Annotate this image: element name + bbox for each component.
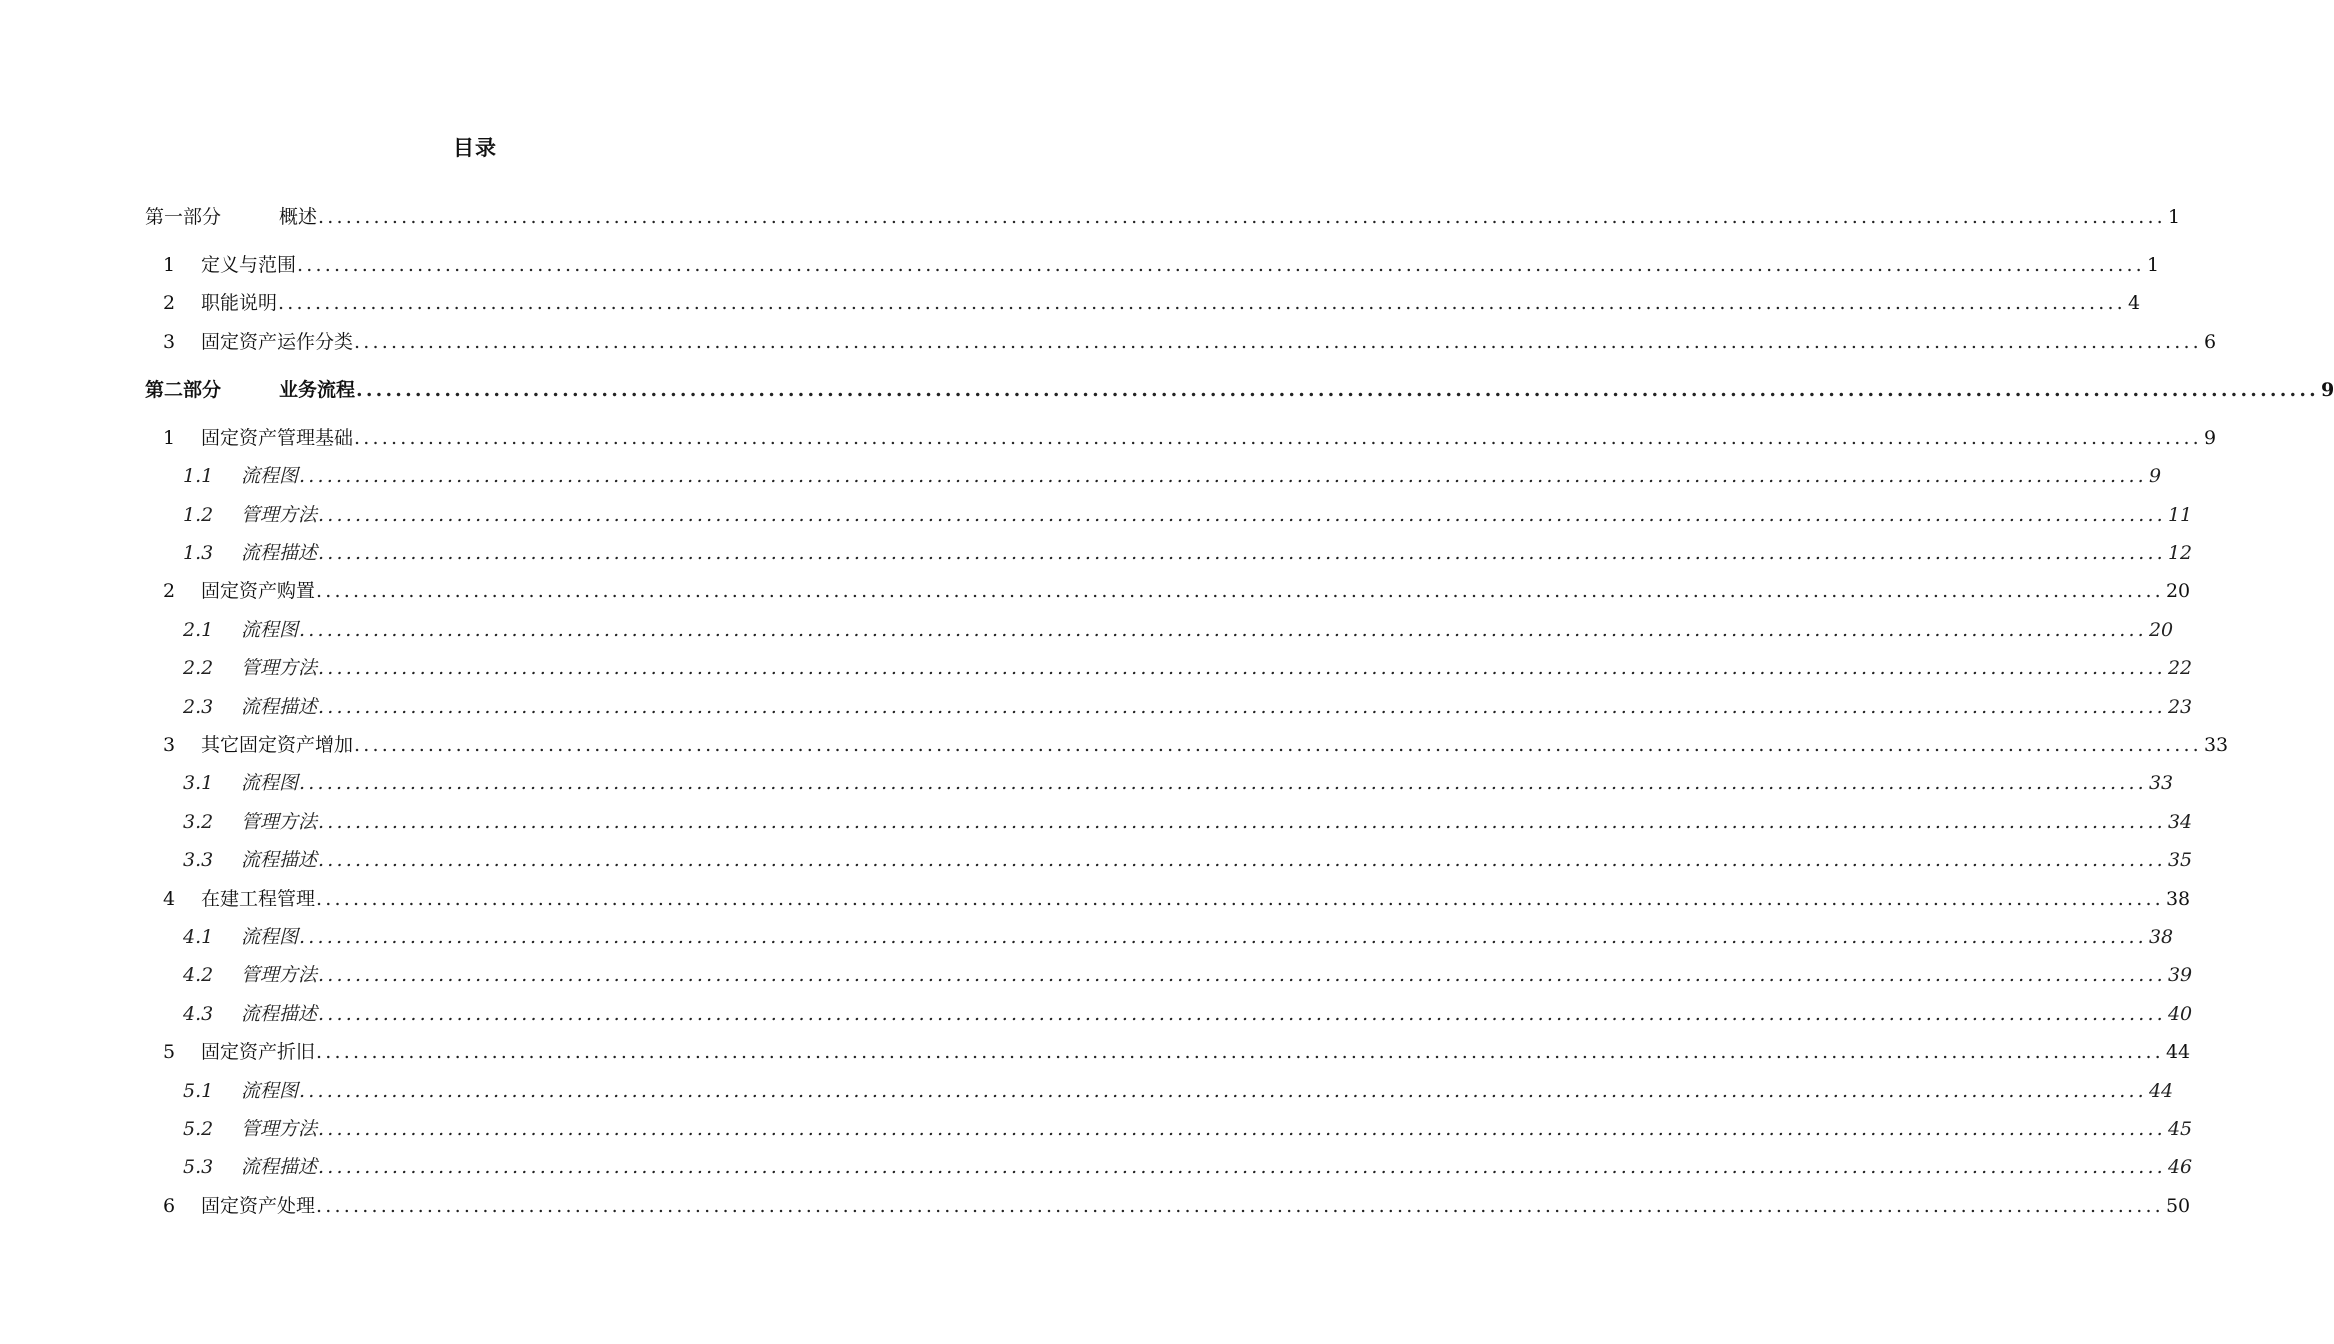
toc-entry-number: 4.1 (183, 926, 214, 948)
toc-subsection-entry[interactable] (183, 769, 2174, 797)
toc-dot-leader: ........................................................................................................................................................................................................ (356, 378, 2319, 401)
toc-dot-leader: ........................................................................................................................................................................................................ (316, 1041, 2164, 1064)
toc-subsection-entry[interactable] (183, 654, 2193, 682)
toc-entry-title: 概述 (279, 206, 318, 228)
toc-entry-title: 流程描述 (241, 1156, 318, 1179)
toc-entry-number: 5 (163, 1041, 176, 1064)
toc-entry-title: 固定资产管理基础 (201, 426, 354, 449)
toc-entry-number: 第二部分 (145, 378, 222, 401)
toc-dot-leader: ........................................................................................................................................................................................................ (299, 1079, 2147, 1102)
toc-entry-title: 流程描述 (241, 1002, 318, 1025)
toc-page-number: 20 (2148, 618, 2174, 641)
toc-entry-number: 2 (163, 292, 176, 315)
toc-dot-leader: ........................................................................................................................................................................................................ (316, 1194, 2164, 1217)
toc-section-entry[interactable] (163, 577, 2191, 605)
toc-entry-title: 管理方法 (241, 964, 318, 987)
toc-page-number: 1 (2146, 254, 2160, 276)
toc-section-entry[interactable] (163, 251, 2160, 279)
toc-entry-number: 1 (163, 426, 176, 449)
toc-entry-number: 2 (163, 580, 176, 603)
toc-page-number: 34 (2167, 810, 2193, 833)
toc-entry-title: 固定资产处理 (201, 1194, 316, 1217)
toc-subsection-entry[interactable] (183, 961, 2193, 989)
toc-entry-title: 流程图 (241, 926, 299, 948)
toc-entry-number: 4 (163, 887, 176, 910)
toc-entry-number: 3.3 (183, 849, 214, 872)
toc-section-entry[interactable] (163, 328, 2217, 356)
toc-page-number: 20 (2165, 580, 2191, 603)
toc-entry-number: 3.1 (183, 772, 214, 795)
toc-subsection-entry[interactable] (183, 923, 2174, 951)
toc-section-entry[interactable] (163, 1038, 2191, 1066)
toc-entry-title: 固定资产折旧 (201, 1041, 316, 1064)
toc-entry-number: 3.2 (183, 810, 214, 833)
toc-page-number: 4 (2127, 292, 2141, 315)
toc-page-number: 38 (2148, 926, 2174, 948)
toc-dot-leader: ........................................................................................................................................................................................................ (316, 580, 2164, 603)
toc-page-number: 12 (2167, 542, 2193, 564)
toc-dot-leader: ........................................................................................................................................................................................................ (299, 618, 2147, 641)
toc-page-number: 9 (2320, 378, 2334, 401)
toc-dot-leader: ........................................................................................................................................................................................................ (318, 503, 2166, 526)
toc-dot-leader: ........................................................................................................................................................................................................ (297, 254, 2145, 276)
toc-dot-leader: ........................................................................................................................................................................................................ (318, 657, 2166, 680)
toc-entry-number: 5.1 (183, 1079, 214, 1102)
toc-section-entry[interactable] (163, 289, 2141, 317)
toc-page-number: 33 (2203, 734, 2229, 756)
toc-dot-leader: ........................................................................................................................................................................................................ (316, 887, 2164, 910)
toc-part-entry[interactable] (145, 203, 2181, 231)
toc-entry-title: 流程图 (241, 772, 299, 795)
toc-dot-leader: ........................................................................................................................................................................................................ (299, 465, 2147, 488)
toc-page-number: 38 (2165, 887, 2191, 910)
toc-entry-title: 在建工程管理 (201, 887, 316, 910)
toc-dot-leader: ........................................................................................................................................................................................................ (318, 849, 2166, 872)
toc-entry-title: 业务流程 (279, 378, 356, 401)
toc-entry-title: 固定资产购置 (201, 580, 316, 603)
toc-section-entry[interactable] (163, 731, 2229, 759)
toc-section-entry[interactable] (163, 424, 2217, 452)
toc-subsection-entry[interactable] (183, 1153, 2193, 1181)
toc-dot-leader: ........................................................................................................................................................................................................ (318, 810, 2166, 833)
toc-subsection-entry[interactable] (183, 808, 2193, 836)
toc-entry-title: 职能说明 (201, 292, 278, 315)
toc-entry-number: 2.3 (183, 695, 214, 718)
toc-dot-leader: ........................................................................................................................................................................................................ (354, 426, 2202, 449)
toc-dot-leader: ........................................................................................................................................................................................................ (318, 1118, 2166, 1140)
toc-dot-leader: ........................................................................................................................................................................................................ (278, 292, 2126, 315)
toc-entry-title: 定义与范围 (201, 254, 297, 276)
toc-page-number: 46 (2167, 1156, 2193, 1179)
toc-page-number: 1 (2167, 206, 2181, 228)
toc-dot-leader: ........................................................................................................................................................................................................ (354, 734, 2202, 756)
toc-subsection-entry[interactable] (183, 846, 2193, 874)
toc-entry-title: 流程描述 (241, 695, 318, 718)
toc-part-entry[interactable] (145, 376, 2334, 404)
toc-entry-number: 6 (163, 1194, 176, 1217)
toc-entry-number: 2.2 (183, 657, 214, 680)
toc-entry-number: 4.2 (183, 964, 214, 987)
toc-subsection-entry[interactable] (183, 501, 2193, 529)
toc-page-number: 44 (2165, 1041, 2191, 1064)
toc-subsection-entry[interactable] (183, 1077, 2174, 1105)
toc-entry-number: 3 (163, 734, 176, 756)
toc-page-number: 22 (2167, 657, 2193, 680)
toc-entry-title: 管理方法 (241, 657, 318, 680)
toc-subsection-entry[interactable] (183, 1000, 2193, 1028)
toc-page-number: 50 (2165, 1194, 2191, 1217)
toc-page-number: 33 (2148, 772, 2174, 795)
toc-page-number: 35 (2167, 849, 2193, 872)
toc-dot-leader: ........................................................................................................................................................................................................ (318, 964, 2166, 987)
toc-page-number: 40 (2167, 1002, 2193, 1025)
toc-subsection-entry[interactable] (183, 693, 2193, 721)
toc-section-entry[interactable] (163, 885, 2191, 913)
toc-dot-leader: ........................................................................................................................................................................................................ (354, 330, 2202, 353)
toc-page-number: 39 (2167, 964, 2193, 987)
toc-page-number: 9 (2148, 465, 2162, 488)
toc-dot-leader: ........................................................................................................................................................................................................ (318, 695, 2166, 718)
toc-entry-title: 管理方法 (241, 1118, 318, 1140)
toc-dot-leader: ........................................................................................................................................................................................................ (318, 542, 2166, 564)
toc-entry-number: 1.2 (183, 503, 214, 526)
toc-page-number: 45 (2167, 1118, 2193, 1140)
toc-dot-leader: ........................................................................................................................................................................................................ (318, 1002, 2166, 1025)
toc-dot-leader: ........................................................................................................................................................................................................ (318, 1156, 2166, 1179)
toc-entry-title: 管理方法 (241, 810, 318, 833)
toc-entry-number: 4.3 (183, 1002, 214, 1025)
toc-subsection-entry[interactable] (183, 616, 2174, 644)
toc-subsection-entry[interactable] (183, 462, 2162, 490)
toc-page-number: 23 (2167, 695, 2193, 718)
toc-subsection-entry[interactable] (183, 1115, 2193, 1143)
toc-entry-title: 管理方法 (241, 503, 318, 526)
toc-entry-number: 第一部分 (145, 206, 222, 228)
toc-entry-number: 1.1 (183, 465, 214, 488)
toc-entry-title: 固定资产运作分类 (201, 330, 354, 353)
toc-entry-number: 5.2 (183, 1118, 214, 1140)
toc-dot-leader: ........................................................................................................................................................................................................ (299, 772, 2147, 795)
toc-entry-number: 5.3 (183, 1156, 214, 1179)
toc-entry-title: 流程描述 (241, 542, 318, 564)
toc-dot-leader: ........................................................................................................................................................................................................ (299, 926, 2147, 948)
toc-entry-title: 其它固定资产增加 (201, 734, 354, 756)
toc-subsection-entry[interactable] (183, 539, 2193, 567)
toc-entry-title: 流程图 (241, 618, 299, 641)
toc-entry-title: 流程描述 (241, 849, 318, 872)
toc-section-entry[interactable] (163, 1192, 2191, 1220)
toc-entry-number: 2.1 (183, 618, 214, 641)
toc-entry-number: 1.3 (183, 542, 214, 564)
toc-entry-title: 流程图 (241, 1079, 299, 1102)
toc-page-number: 11 (2167, 503, 2193, 526)
toc-title: 目录 (453, 135, 497, 160)
toc-dot-leader: ........................................................................................................................................................................................................ (318, 206, 2166, 228)
toc-entry-title: 流程图 (241, 465, 299, 488)
toc-page-number: 44 (2148, 1079, 2174, 1102)
toc-entry-number: 1 (163, 254, 176, 276)
toc-page-number: 9 (2203, 426, 2217, 449)
toc-page-number: 6 (2203, 330, 2217, 353)
toc-entry-number: 3 (163, 330, 176, 353)
